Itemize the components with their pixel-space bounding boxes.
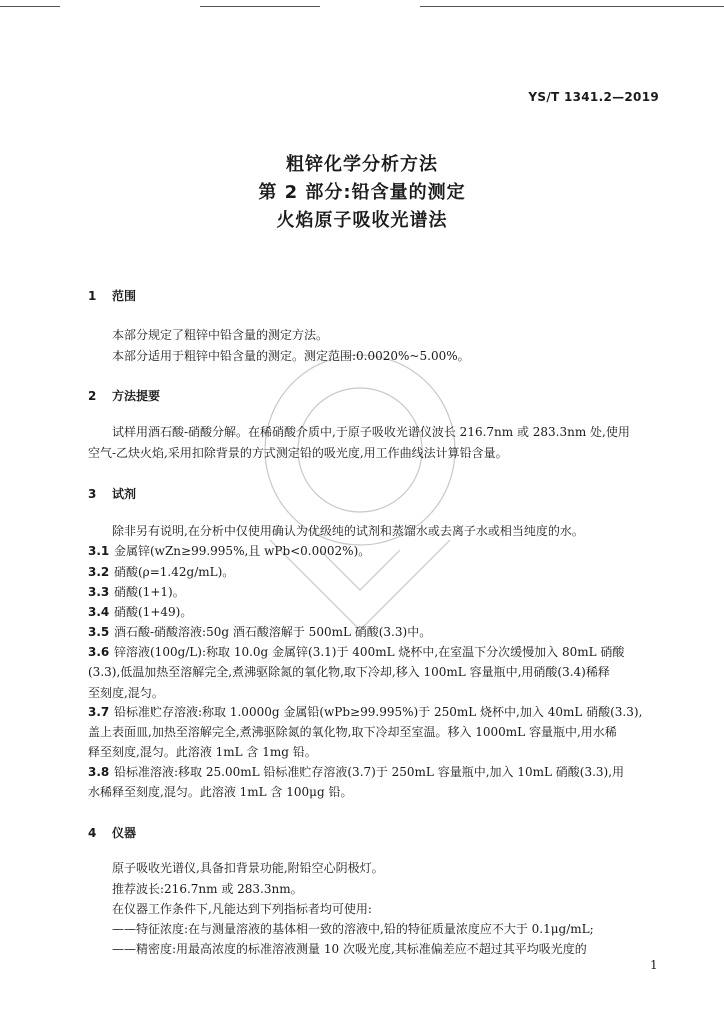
paragraph: 空气-乙炔火焰,采用扣除背景的方式测定铅的吸光度,用工作曲线法计算铅含量。	[88, 446, 508, 460]
clause-3-6	[88, 643, 624, 660]
paragraph: 原子吸收光谱仪,具备扣背景功能,附铅空心阴极灯。	[112, 861, 384, 875]
clause-number: 3.8	[88, 765, 110, 779]
section-2-heading	[88, 387, 160, 404]
clause-3-6-line2: (3.3),低温加热至溶解完全,煮沸驱除氮的氧化物,取下冷却,移入 100mL 容量瓶中,用硝酸(3.4)稀释	[88, 665, 610, 679]
section-title: 仪器	[112, 826, 137, 840]
clause-3-7	[88, 703, 642, 720]
paragraph: 本部分适用于粗锌中铅含量的测定。测定范围:0.0020%~5.00%。	[112, 349, 470, 363]
section-number: 2	[88, 389, 97, 403]
clause-3-7-line2: 盖上表面皿,加热至溶解完全,煮沸驱除氮的氧化物,取下冷却至室温。移入 1000mL 容量瓶中,用水稀	[88, 725, 617, 739]
section-3-heading	[88, 485, 136, 502]
section-title: 方法提要	[112, 389, 161, 403]
section-title: 试剂	[112, 487, 137, 501]
clause-number: 3.2	[88, 565, 110, 579]
doc-title-line1: 粗锌化学分析方法	[286, 154, 438, 175]
section-title: 范围	[112, 289, 137, 303]
clause-number: 3.4	[88, 605, 110, 619]
top-border-line-mid	[200, 6, 320, 7]
paragraph: 本部分规定了粗锌中铅含量的测定方法。	[112, 328, 329, 342]
clause-3-7-line3: 释至刻度,混匀。此溶液 1mL 含 1mg 铅。	[88, 745, 317, 759]
clause-3-2	[88, 563, 234, 580]
paragraph: 试样用酒石酸-硝酸分解。在稀硝酸介质中,于原子吸收光谱仪波长 216.7nm 或 283.3nm 处,使用	[112, 425, 630, 439]
clause-text: 铅标准溶液:移取 25.00mL 铅标准贮存溶液(3.7)于 250mL 容量瓶中,加入 10mL 硝酸(3.3),用	[114, 765, 625, 779]
clause-text: 硝酸(1+1)。	[114, 585, 185, 599]
page-number: 1	[650, 958, 658, 972]
watermark-logo	[250, 340, 470, 640]
list-item: ——精密度:用最高浓度的标准溶液测量 10 次吸光度,其标准偏差应不超过其平均吸光度的	[112, 942, 587, 956]
clause-text: 酒石酸-硝酸溶液:50g 酒石酸溶解于 500mL 硝酸(3.3)中。	[114, 625, 432, 639]
clause-3-4	[88, 603, 192, 620]
clause-3-1	[88, 542, 370, 559]
clause-number: 3.1	[88, 544, 110, 558]
clause-3-5	[88, 623, 431, 640]
clause-text: 硝酸(1+49)。	[114, 605, 193, 619]
clause-number: 3.6	[88, 645, 110, 659]
section-number: 1	[88, 289, 97, 303]
section-number: 4	[88, 826, 97, 840]
clause-3-8-line2: 水稀释至刻度,混匀。此溶液 1mL 含 100μg 铅。	[88, 785, 353, 799]
clause-number: 3.5	[88, 625, 110, 639]
list-item: ——特征浓度:在与测量溶液的基体相一致的溶液中,铅的特征质量浓度应不大于 0.1μg/mL;	[112, 922, 594, 936]
clause-number: 3.3	[88, 585, 110, 599]
clause-text: 铅标准贮存溶液:称取 1.0000g 金属铅(wPb≥99.995%)于 250mL 烧杯中,加入 40mL 硝酸(3.3),	[114, 705, 643, 719]
section-1-heading	[88, 287, 136, 304]
clause-text: 锌溶液(100g/L):称取 10.0g 金属锌(3.1)于 400mL 烧杯中,在室温下分次缓慢加入 80mL 硝酸	[114, 645, 625, 659]
clause-number: 3.7	[88, 705, 110, 719]
doc-title-line2: 第 2 部分:铅含量的测定	[258, 182, 466, 203]
clause-text: 金属锌(wZn≥99.995%,且 wPb<0.0002%)。	[114, 544, 371, 558]
clause-text: 硝酸(ρ=1.42g/mL)。	[114, 565, 235, 579]
paragraph: 除非另有说明,在分析中仅使用确认为优级纯的试剂和蒸馏水或去离子水或相当纯度的水。	[112, 524, 584, 538]
clause-3-8	[88, 763, 624, 780]
paragraph: 在仪器工作条件下,凡能达到下列指标者均可使用:	[112, 902, 372, 916]
clause-3-3	[88, 583, 185, 600]
section-number: 3	[88, 487, 97, 501]
doc-title-line3: 火焰原子吸收光谱法	[276, 210, 448, 231]
top-border-line-right	[420, 6, 724, 7]
paragraph: 推荐波长:216.7nm 或 283.3nm。	[112, 882, 303, 896]
standard-code: YS/T 1341.2—2019	[528, 90, 659, 104]
top-border-line-left	[0, 6, 60, 7]
section-4-heading	[88, 824, 136, 841]
clause-3-6-line3: 至刻度,混匀。	[88, 686, 164, 700]
